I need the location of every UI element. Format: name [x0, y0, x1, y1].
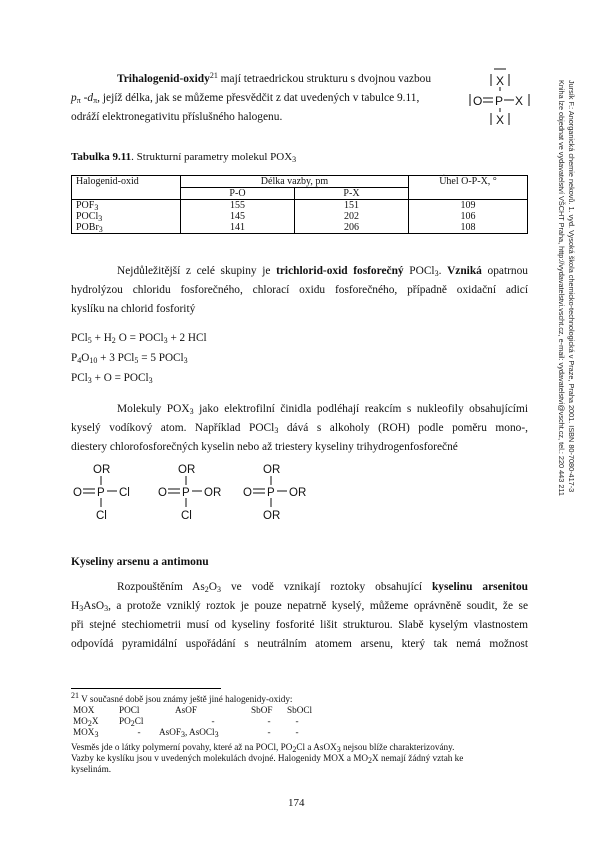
- paragraph-arsenic: [71, 578, 528, 654]
- structural-parameters-table: [71, 175, 528, 234]
- eq2-c: + 3 PCl: [97, 352, 135, 364]
- header-uhel: Úhel O-P-X, °: [409, 176, 528, 200]
- para2-bold-compound: trichlorid-oxid fosforečný: [276, 265, 404, 277]
- eq1-c: O = POCl: [118, 332, 164, 344]
- fn-cell: SbOF: [251, 705, 273, 715]
- pox3-structure: [466, 58, 536, 132]
- struct-p: P: [495, 94, 504, 108]
- p-orbital-sub: π: [76, 96, 81, 105]
- cell-po: 145: [181, 211, 295, 222]
- fn-cell: -: [267, 727, 271, 737]
- ester-diester: [158, 464, 221, 522]
- cell-px: 202: [294, 211, 408, 222]
- footnote-note-1: [71, 742, 528, 753]
- para4-l1a: Rozpouštěním As: [117, 581, 205, 593]
- table-row: [72, 200, 528, 212]
- eq2-b-sub: 10: [89, 356, 98, 365]
- footnote-row: [73, 716, 528, 727]
- fn-cell: -: [211, 716, 215, 726]
- ester-triester: [243, 464, 306, 522]
- struct-x-right: X: [515, 94, 524, 108]
- equation-1: [71, 332, 207, 344]
- svg-text:OR: OR: [93, 464, 111, 476]
- para3-line-3: diestery chlorofosforečných kyselin nebo až triestery kyseliny trihydrogenfosforečné: [71, 441, 458, 453]
- header-delka-vazby: Délka vazby, pm: [181, 176, 409, 188]
- footnote: [71, 691, 528, 775]
- fn-cell: MOX: [73, 705, 95, 715]
- row-sub: 3: [98, 225, 103, 234]
- fn-cell: AsOF: [175, 705, 197, 715]
- para4-line-4: odpovídá pyramidální uspořádání s neutrálním atomem arsenu, který tak nemá možnost: [71, 638, 528, 650]
- header-halogenid-oxid: Halogenid-oxid: [72, 176, 181, 200]
- intro-line2-text: , jejíž délka, jak se můžeme přesvědčit z dat uvedených v tabulce 9.11,: [97, 92, 420, 104]
- para2-bold-vznika: Vzniká: [447, 265, 482, 277]
- para2-line-3: kyslíku na chlorid fosforitý: [71, 303, 196, 315]
- table-row: [72, 222, 528, 234]
- table-caption-label: Tabulka 9.11: [71, 151, 132, 163]
- struct-o: O: [473, 94, 483, 108]
- eq1-a-sub: 5: [87, 336, 92, 345]
- eq1-a: PCl: [71, 332, 88, 344]
- para3-line-2: [71, 419, 528, 438]
- svg-text:Cl: Cl: [96, 510, 107, 522]
- fn-cell: -: [267, 716, 271, 726]
- para4-l2b: AsO: [83, 600, 105, 612]
- footnote-ref: 21: [209, 71, 218, 80]
- fn-cell: POCl: [119, 705, 140, 715]
- subheader-po: P-O: [181, 188, 295, 200]
- eq2-a: P: [71, 352, 78, 364]
- para3-l1a: Molekuly POX: [117, 403, 190, 415]
- eq1-b-sub: 2: [111, 336, 116, 345]
- d-orbital: d: [87, 92, 94, 104]
- fn-note2b: X nemají žádný vztah ke: [372, 753, 464, 763]
- footnote-note-3: kyselinám.: [71, 764, 112, 774]
- svg-text:OR: OR: [178, 464, 196, 476]
- struct-x-top: X: [496, 74, 505, 88]
- intro-paragraph: [71, 70, 461, 127]
- row-sub: 3: [98, 214, 103, 223]
- fn-cell: SbOCl: [287, 705, 313, 715]
- para3-l2a: kyselý vodíkový atom. Například POCl: [71, 422, 275, 434]
- footnote-intro-text: V současné době jsou známy ještě jiné halogenidy-oxidy:: [79, 694, 293, 704]
- para3-l2-sub: 3: [274, 426, 279, 435]
- para4-l2a: H: [71, 600, 80, 612]
- row-name: POCl: [76, 211, 99, 222]
- table-header-row: [72, 176, 528, 188]
- fn-cell-mox3: $MOX_3$: [73, 727, 99, 739]
- footnote-row: [73, 727, 528, 738]
- eq2-a-sub: 4: [77, 356, 82, 365]
- para2-text-4: opatrnou: [481, 265, 528, 277]
- table-caption-text: . Strukturní parametry molekul POX: [131, 151, 293, 163]
- term-trihalogenid-oxidy: Trihalogenid-oxidy: [117, 73, 210, 85]
- row-name: POBr: [76, 222, 99, 233]
- intro-line-1: [71, 70, 461, 89]
- sep: -: [80, 92, 88, 104]
- equation-3: [71, 372, 153, 384]
- para2-line-1: [71, 262, 528, 281]
- ester-monoester: [73, 464, 130, 522]
- eq3-a-sub: 3: [87, 376, 92, 385]
- eq2-b: O: [81, 352, 90, 364]
- fn-note1-sub: 2: [292, 745, 297, 754]
- eq1-b: + H: [91, 332, 112, 344]
- row-name: POF: [76, 200, 95, 211]
- para2-sub: 3: [434, 269, 439, 278]
- row-sub: 3: [94, 203, 99, 212]
- fn-note1c: nejsou blíže charakterizovány.: [340, 742, 455, 752]
- table-row: [72, 211, 528, 222]
- para3-l1-sub: 3: [189, 407, 194, 416]
- para2-line-2: hydrolýzou chloridu fosforečného, chlorací oxidu fosforečného, případně oxidační adicí: [71, 284, 528, 296]
- eq3-b-sub: 3: [148, 376, 153, 385]
- svg-text:P: P: [97, 487, 105, 499]
- para4-l1c: ve vodě vznikají roztoky obsahující: [221, 581, 432, 593]
- paragraph-pocl3: [71, 262, 528, 319]
- footnote-intro: [71, 691, 528, 705]
- citation-line-1: Jursík F.: Anorganická chemie nekovů. 1. vyd. Vysoká škola chemicko-technologická v Praze, Praha 2001. ISBN 80-7080-417-3: [567, 80, 576, 493]
- para4-line-1: [71, 578, 528, 597]
- fn-cell: -: [295, 716, 299, 726]
- subheader-px: P-X: [294, 188, 408, 200]
- cell-po: 141: [181, 222, 295, 234]
- para3-l1b: jako elektrofilní činidla podléhají reakcím s nukleofily obsahujícími: [193, 403, 528, 415]
- para4-l2-sub1: 3: [79, 604, 84, 613]
- fn-note2-sub: 2: [368, 756, 373, 765]
- svg-text:OR: OR: [263, 464, 281, 476]
- section-heading: Kyseliny arsenu a antimonu: [71, 556, 209, 568]
- para4-l2-sub2: 3: [104, 604, 109, 613]
- eq1-d: + 2 HCl: [167, 332, 207, 344]
- intro-line-2: [71, 89, 461, 108]
- footnote-divider: [71, 688, 221, 689]
- cell-angle: 108: [409, 222, 528, 234]
- fn-cell-po2cl: $PO_2Cl$: [119, 716, 144, 728]
- svg-text:OR: OR: [204, 487, 222, 499]
- svg-text:O: O: [73, 487, 82, 499]
- citation-text: [556, 80, 576, 620]
- svg-text:O: O: [243, 487, 252, 499]
- cell-po: 155: [181, 200, 295, 212]
- fn-note1b: Cl a AsOX: [296, 742, 337, 752]
- footnote-note-2: [71, 753, 528, 764]
- fn-cell: -: [137, 727, 141, 737]
- d-orbital-sub: π: [93, 96, 98, 105]
- eq2-c-sub: 5: [134, 356, 139, 365]
- equation-2: [71, 352, 188, 364]
- cell-angle: 106: [409, 211, 528, 222]
- cell-px: 151: [294, 200, 408, 212]
- svg-text:Cl: Cl: [119, 487, 130, 499]
- table-caption-sub: 3: [292, 155, 297, 164]
- table-caption: [71, 151, 296, 163]
- eq1-c-sub: 3: [163, 336, 168, 345]
- fn-cell: -: [295, 727, 299, 737]
- footnote-row: [73, 705, 528, 716]
- p-orbital: p: [71, 92, 77, 104]
- paragraph-pox3-reactions: [71, 400, 528, 457]
- ester-structures: [71, 463, 331, 525]
- citation-sidebar: [556, 80, 596, 620]
- fn-note1a: Vesměs jde o látky polymerní povahy, které až na POCl, PO: [71, 742, 293, 752]
- eq3-b: + O = POCl: [91, 372, 149, 384]
- para3-line-1: [71, 400, 528, 419]
- fn-cell-mo2x: $MO_2X$: [73, 716, 99, 728]
- fn-note2a: Vazby ke kyslíku jsou v uvedených molekulách dvojné. Halogenidy MOX a MO: [71, 753, 369, 763]
- para4-line-2: [71, 597, 528, 616]
- footnote-number: 21: [71, 691, 79, 700]
- citation-line-2: Kniha lze objednat ve vydavatelství VŠCHT Praha, http://vydavatelstvi.vscht.cz, e-mail: vydavatelstvi@vscht.cz, tel.: 220 443 211: [557, 80, 566, 496]
- para2-text-2: POCl: [403, 265, 435, 277]
- svg-text:O: O: [158, 487, 167, 499]
- svg-text:P: P: [267, 487, 275, 499]
- svg-text:OR: OR: [263, 510, 281, 522]
- intro-line1-text: mají tetraedrickou strukturu s dvojnou vazbou: [217, 73, 432, 85]
- para2-text-1: Nejdůležitější z celé skupiny je: [117, 265, 277, 277]
- para4-l1-sub1: 2: [204, 585, 209, 594]
- para4-l2c: , a protože vzniklý roztok je pouze nepatrně kyselý, můžeme oprávněně soudit, že se: [108, 600, 528, 612]
- page-number: 174: [288, 797, 305, 809]
- fn-note1-sub2: 3: [336, 745, 341, 754]
- footnote-table: [73, 705, 528, 738]
- svg-text:Cl: Cl: [181, 510, 192, 522]
- intro-line-3: odráží elektronegativitu příslušného halogenu.: [71, 111, 283, 123]
- para4-l1-sub2: 3: [217, 585, 222, 594]
- struct-x-bottom: X: [496, 113, 505, 127]
- eq2-d-sub: 3: [183, 356, 188, 365]
- svg-text:P: P: [182, 487, 190, 499]
- para2-text-3: .: [438, 265, 448, 277]
- fn-cell-asof3: AsOF$_3$, AsOCl$_3$: [159, 727, 219, 739]
- eq3-a: PCl: [71, 372, 88, 384]
- cell-angle: 109: [409, 200, 528, 212]
- para4-line-3: při stejné stechiometrii musí od kyseliny fosforité lišit strukturou. Slabě kyselým vlastnostem: [71, 619, 528, 631]
- para3-l2b: dává s alkoholy (ROH) podle poměru mono-,: [278, 422, 528, 434]
- para4-bold-kyselina: kyselinu arsenitou: [431, 581, 528, 593]
- svg-text:OR: OR: [289, 487, 307, 499]
- eq2-d: = 5 POCl: [138, 352, 184, 364]
- cell-px: 206: [294, 222, 408, 234]
- para4-l1b: O: [208, 581, 218, 593]
